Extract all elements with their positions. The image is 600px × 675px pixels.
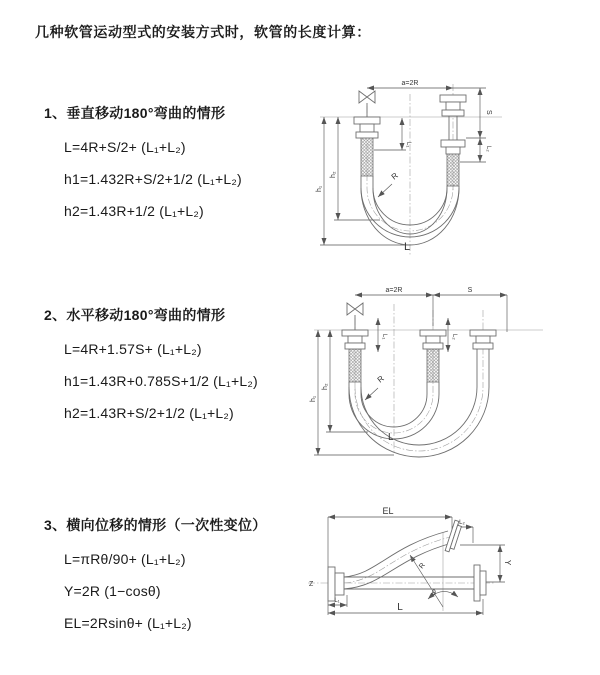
formula-line: h1=1.43R+0.785S+1/2 (L₁+L₂) [64,373,258,389]
dim-label-r: R [375,373,386,385]
formula-line: L=πRθ/90+ (L₁+L₂) [64,551,186,567]
dim-label-h1: h₁ [310,395,317,402]
dimension-lines [314,295,507,455]
section-vertical-move [44,103,242,219]
page-title: 几种软管运动型式的安装方式时，软管的长度计算： [35,24,371,40]
hose-assembly [328,520,486,601]
dim-label-h1: h₁ [316,185,323,192]
dim-label-r: R [389,170,400,182]
lateral-displacement-diagram [300,503,600,658]
hose-assembly [342,303,496,457]
formula-line: Y=2R (1−cosθ) [64,583,161,599]
formula-line: EL=2Rsinθ+ (L₁+L₂) [64,615,192,631]
braided-hose-middle [427,349,439,382]
formula-line: h2=1.43R+S/2+1/2 (L₁+L₂) [64,405,234,421]
vertical-bend-diagram [310,70,598,262]
section-1-heading: 1、垂直移动180°弯曲的情形 [44,105,226,121]
formula-line: h1=1.432R+S/2+1/2 (L₁+L₂) [64,171,242,187]
dim-label-l: L [404,241,411,253]
section-lateral-displacement [44,515,267,631]
centerline-mark: Z [309,581,314,588]
braided-hose-right [447,154,459,186]
dim-label-a2r: a=2R [385,287,403,294]
dim-label-h2: h₂ [322,383,329,390]
dim-label-s: S [467,287,473,294]
centerlines [320,84,502,256]
dimension-labels [310,287,473,443]
formula-line: L=4R+1.57S+ (L₁+L₂) [64,341,202,357]
horizontal-bend-diagram [308,282,598,462]
dim-label-l: L [388,432,394,443]
dim-label-r: R [418,561,427,571]
braided-hose-left [361,138,373,176]
dim-label-l1: L₁ [334,598,340,604]
valve-icon [347,303,363,330]
section-2-heading: 2、水平移动180°弯曲的情形 [44,307,226,323]
dim-label-el: EL [382,506,394,516]
dim-label-l2: L₂ [485,146,491,152]
formula-line: h2=1.43R+1/2 (L₁+L₂) [64,203,204,219]
flange-right [474,565,480,601]
dim-label-l: L [397,602,403,613]
braided-hose-left [349,349,361,382]
dimension-labels [316,80,492,253]
dim-label-theta: θ [432,590,436,597]
dim-label-l1: L₁ [405,142,411,148]
dim-label-l1: L₁ [381,334,387,340]
section-horizontal-move [44,305,258,421]
dim-label-l2: L₂ [451,334,457,340]
flange-left [328,567,335,601]
dim-label-a2r: a=2R [401,80,419,87]
dim-label-h2: h₂ [330,171,337,178]
dim-label-y: Y [503,560,512,566]
dim-label-l2: L₂ [459,520,465,526]
dim-label-s: S [485,110,492,115]
formula-line: L=4R+S/2+ (L₁+L₂) [64,139,186,155]
valve-icon [359,91,375,117]
section-3-heading: 3、横向位移的情形（一次性变位） [44,517,267,533]
